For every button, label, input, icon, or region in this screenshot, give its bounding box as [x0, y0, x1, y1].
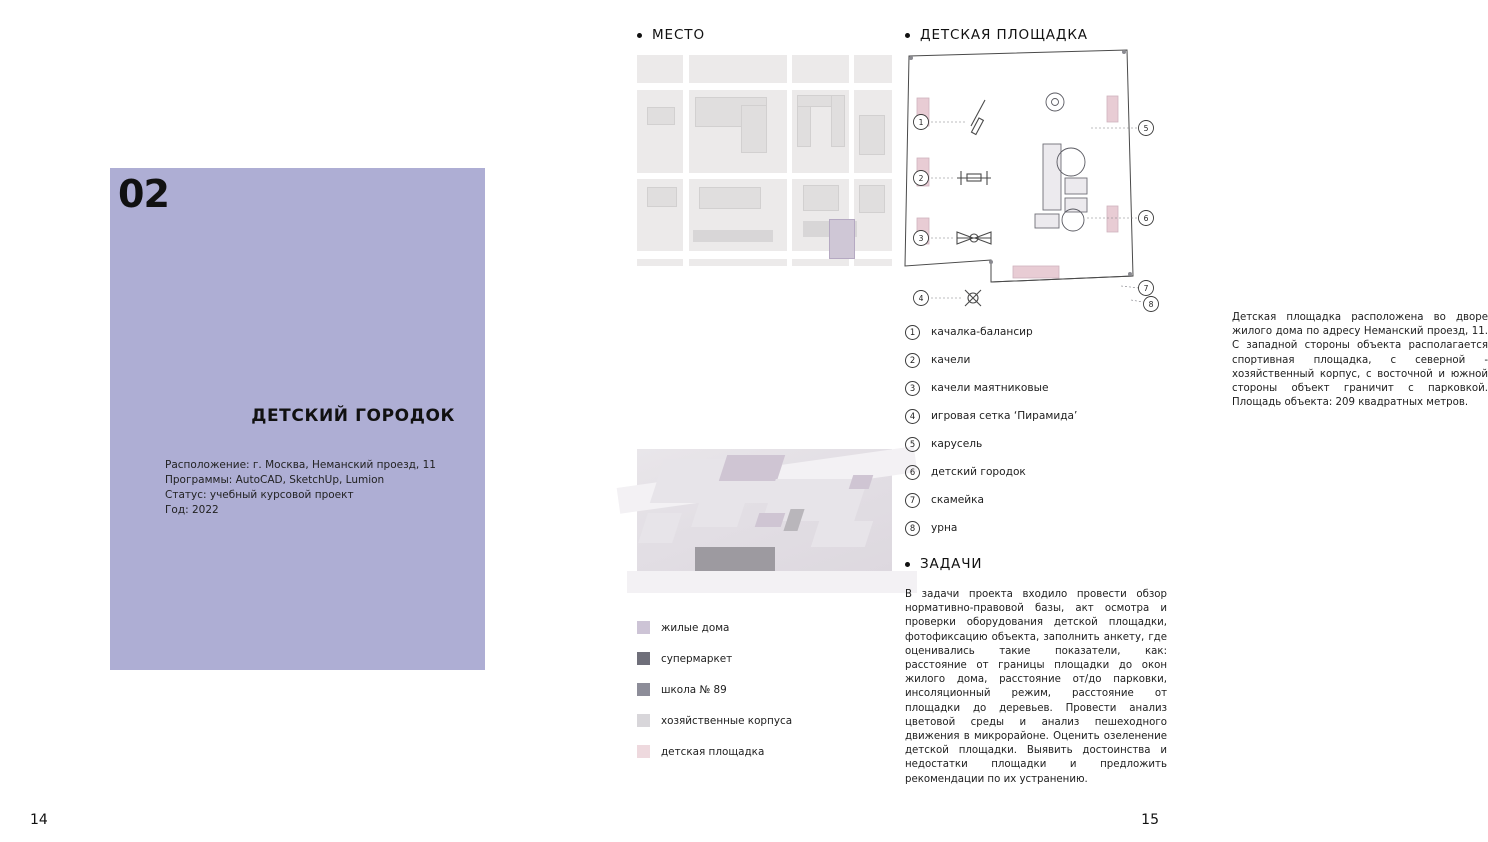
bullet-icon	[905, 562, 910, 567]
legend-swatch-icon	[637, 714, 650, 727]
svg-text:8: 8	[1148, 300, 1154, 309]
list-item	[905, 346, 1167, 374]
legend-item	[637, 674, 899, 705]
playground-plan-drawing	[895, 38, 1170, 313]
page-number-left: 14	[30, 812, 48, 828]
section-heading-playground-label: ДЕТСКАЯ ПЛОЩАДКА	[920, 27, 1088, 43]
project-meta	[165, 458, 450, 518]
place-body-text: Детская площадка расположена во дворе жилого дома по адресу Неманский проезд, 11. С западной стороны объекта располагается спортивная площадка, с северной - хозяйственный корпус, с восточной и южной стороны объект граничит с парковкой. Площадь объекта: 209 квадратных метров.	[1232, 312, 1488, 409]
project-cover-block	[110, 168, 485, 670]
item-number: 7	[905, 493, 920, 508]
playground-plan-svg	[895, 38, 1170, 313]
list-item	[905, 486, 1167, 514]
legend-label: жилые дома	[661, 621, 730, 634]
page-number-right: 15	[1141, 812, 1159, 828]
svg-text:1: 1	[918, 118, 924, 127]
left-page	[0, 0, 595, 842]
list-item	[905, 458, 1167, 486]
site-plan-image	[637, 55, 892, 266]
bullet-icon	[905, 33, 910, 38]
item-number: 3	[905, 381, 920, 396]
section-heading-place	[637, 27, 705, 43]
legend-swatch-icon	[637, 652, 650, 665]
list-item	[905, 374, 1167, 402]
legend-item	[637, 612, 899, 643]
legend-item	[637, 705, 899, 736]
list-item	[905, 318, 1167, 346]
right-page	[595, 0, 1488, 842]
item-number: 2	[905, 353, 920, 368]
legend-label: детская площадка	[661, 745, 765, 758]
item-label: качели маятниковые	[931, 382, 1049, 394]
item-number: 1	[905, 325, 920, 340]
item-label: карусель	[931, 438, 983, 450]
item-label: качалка-балансир	[931, 326, 1033, 338]
meta-location: Расположение: г. Москва, Неманский проезд, 11	[165, 459, 436, 471]
svg-text:6: 6	[1143, 214, 1149, 223]
svg-text:2: 2	[918, 174, 924, 183]
item-label: детский городок	[931, 466, 1026, 478]
item-number: 8	[905, 521, 920, 536]
svg-text:7: 7	[1143, 284, 1149, 293]
item-label: урна	[931, 522, 958, 534]
svg-text:4: 4	[918, 294, 924, 303]
item-number: 6	[905, 465, 920, 480]
section-heading-place-label: МЕСТО	[652, 27, 705, 43]
legend-label: хозяйственные корпуса	[661, 714, 793, 727]
legend-swatch-icon	[637, 621, 650, 634]
tasks-body-text: В задачи проекта входило провести обзор нормативно-правовой базы, акт осмотра и проверки оборудования детской площадки, фотофиксацию объекта, заполнить анкету, где оценивались такие показатели, как: расстояние от границы площадки до окон жилого дома, расстояние от/до парковки, инсоляционный режим, расстояние от площадки до деревьев. Провести анализ цветовой среды и анализ пешеходного движения в микрорайоне. Оценить озеленение детской площадки. Выявить достоинства и недостатки площадки и предложить рекомендации по их устранению.	[905, 589, 1167, 785]
item-label: качели	[931, 354, 971, 366]
svg-text:3: 3	[918, 234, 924, 243]
legend-item	[637, 643, 899, 674]
list-item	[905, 430, 1167, 458]
item-label: игровая сетка ‘Пирамида’	[931, 410, 1078, 422]
legend-swatch-icon	[637, 745, 650, 758]
svg-text:5: 5	[1143, 124, 1149, 133]
project-title: ДЕТСКИЙ ГОРОДОК	[251, 406, 455, 426]
bullet-icon	[637, 33, 642, 38]
playground-item-list	[905, 318, 1167, 542]
meta-status: Статус: учебный курсовой проект	[165, 489, 354, 501]
item-label: скамейка	[931, 494, 984, 506]
massing-model-image	[637, 449, 892, 593]
section-heading-tasks	[905, 556, 982, 572]
meta-programs: Программы: AutoCAD, SketchUp, Lumion	[165, 474, 385, 486]
item-number: 4	[905, 409, 920, 424]
legend-swatch-icon	[637, 683, 650, 696]
legend-label: супермаркет	[661, 652, 733, 665]
item-number: 5	[905, 437, 920, 452]
meta-year: Год: 2022	[165, 504, 219, 516]
list-item	[905, 514, 1167, 542]
list-item	[905, 402, 1167, 430]
legend-item	[637, 736, 899, 767]
section-heading-tasks-label: ЗАДАЧИ	[920, 556, 983, 572]
legend-label: школа № 89	[661, 683, 727, 696]
project-number: 02	[118, 172, 169, 216]
map-legend	[637, 612, 899, 767]
